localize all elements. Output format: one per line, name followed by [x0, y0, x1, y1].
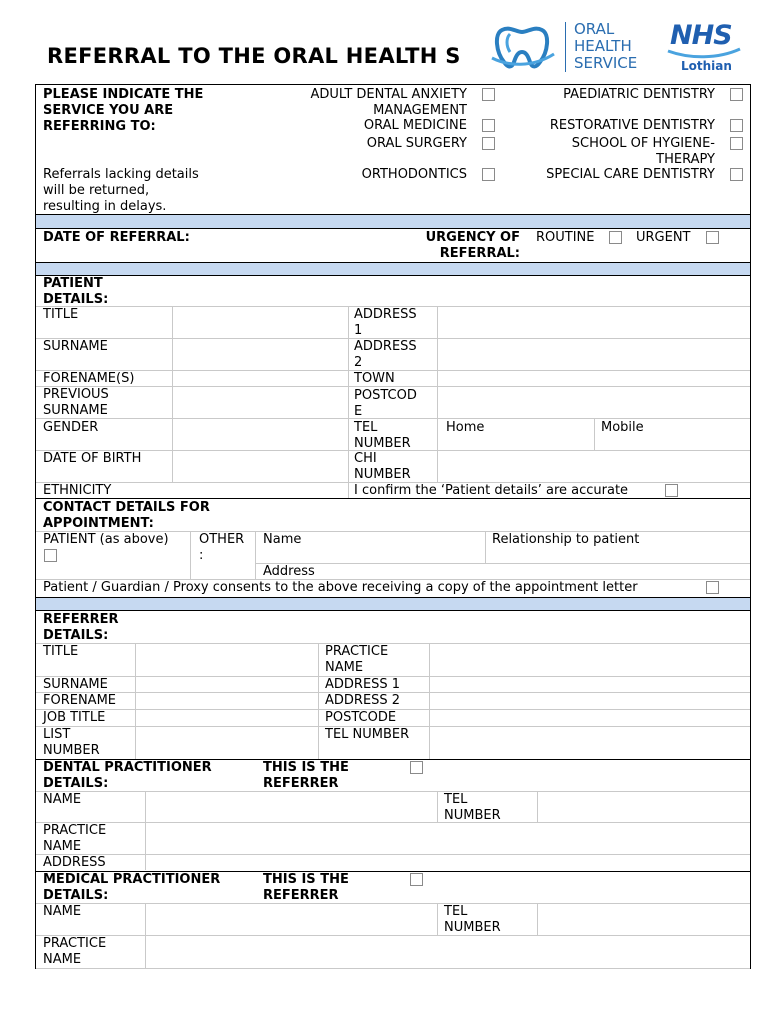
urgency-label: URGENCY OF REFERRAL:	[425, 230, 520, 261]
option-orthodontics: ORTHODONTICS	[361, 167, 467, 182]
dental-name-field[interactable]	[146, 792, 437, 822]
urgent-checkbox[interactable]	[706, 231, 719, 244]
referrer-practice-name-field[interactable]	[430, 644, 750, 676]
tooth-logo-icon	[488, 18, 560, 74]
page-title: REFERRAL TO THE ORAL HEALTH S	[47, 44, 461, 68]
referrer-title-field[interactable]	[136, 644, 318, 676]
confirm-patient-details-checkbox[interactable]	[665, 484, 678, 497]
dental-tel-field[interactable]	[538, 792, 750, 822]
dental-address-field[interactable]	[146, 855, 750, 870]
dental-name-label: NAME	[43, 792, 82, 807]
previous-surname-field[interactable]	[173, 387, 348, 418]
patient-as-above-label: PATIENT (as above)	[43, 532, 169, 547]
option-oral-medicine: ORAL MEDICINE	[363, 118, 467, 133]
referrer-address2-label: ADDRESS 2	[325, 693, 401, 708]
medical-name-field[interactable]	[146, 904, 437, 935]
referrer-forename-label: FORENAME	[43, 693, 117, 708]
patient-surname-label: SURNAME	[43, 339, 108, 354]
patient-forename-field[interactable]	[173, 371, 348, 386]
confirm-patient-details-label: I confirm the ‘Patient details’ are accurate	[354, 483, 629, 498]
medical-practice-name-label: PRACTICE NAME	[43, 936, 107, 967]
dental-address-label: ADDRESS	[43, 855, 106, 870]
medical-tel-label: TEL NUMBER	[444, 904, 501, 935]
nhs-logo: NHS	[670, 20, 732, 51]
patient-details-heading: PATIENT DETAILS:	[43, 276, 109, 307]
option-adult-dental-anxiety: ADULT DENTAL ANXIETY MANAGEMENT	[310, 87, 467, 118]
form-right-border	[750, 84, 751, 969]
referrer-address2-field[interactable]	[430, 693, 750, 709]
dental-is-referrer-checkbox[interactable]	[410, 761, 423, 774]
medical-tel-field[interactable]	[538, 904, 750, 935]
nhs-region: Lothian	[681, 59, 732, 73]
referrer-forename-field[interactable]	[136, 693, 318, 709]
medical-name-label: NAME	[43, 904, 82, 919]
town-field[interactable]	[438, 371, 750, 386]
dental-practice-name-label: PRACTICE NAME	[43, 823, 107, 854]
section-separator	[36, 214, 750, 229]
chi-number-label: CHI NUMBER	[354, 451, 411, 482]
patient-as-above-checkbox[interactable]	[44, 549, 57, 562]
contact-name-field[interactable]: Name	[263, 532, 302, 547]
medical-practice-name-field[interactable]	[146, 936, 750, 968]
special-care-dentistry-checkbox[interactable]	[730, 168, 743, 181]
orthodontics-checkbox[interactable]	[482, 168, 495, 181]
postcode-label: POSTCOD E	[354, 388, 417, 419]
option-oral-surgery: ORAL SURGERY	[366, 136, 467, 151]
dental-practitioner-heading: DENTAL PRACTITIONER DETAILS:	[43, 760, 212, 791]
school-of-hygiene-checkbox[interactable]	[730, 137, 743, 150]
medical-is-referrer-checkbox[interactable]	[410, 873, 423, 886]
patient-forename-label: FORENAME(S)	[43, 371, 135, 386]
medical-practitioner-heading: MEDICAL PRACTITIONER DETAILS:	[43, 872, 221, 903]
chi-number-field[interactable]	[438, 451, 750, 482]
home-tel-field[interactable]: Home	[446, 420, 485, 435]
referrer-list-number-field[interactable]	[136, 727, 318, 759]
adult-dental-anxiety-checkbox[interactable]	[482, 88, 495, 101]
patient-surname-field[interactable]	[173, 339, 348, 370]
paediatric-dentistry-checkbox[interactable]	[730, 88, 743, 101]
address1-field[interactable]	[438, 307, 750, 338]
referrer-tel-label: TEL NUMBER	[325, 727, 410, 742]
address1-label: ADDRESS 1	[354, 307, 417, 338]
urgent-label: URGENT	[636, 230, 691, 245]
option-paediatric-dentistry: PAEDIATRIC DENTISTRY	[563, 87, 715, 102]
consent-label: Patient / Guardian / Proxy consents to the above receiving a copy of the appointment letter	[43, 580, 638, 595]
referrer-details-heading: REFERRER DETAILS:	[43, 612, 119, 643]
oral-medicine-checkbox[interactable]	[482, 119, 495, 132]
gender-label: GENDER	[43, 420, 99, 435]
previous-surname-label: PREVIOUS SURNAME	[43, 387, 109, 418]
logo-divider	[565, 22, 566, 72]
referrer-tel-field[interactable]	[430, 727, 750, 759]
dental-tel-label: TEL NUMBER	[444, 792, 501, 823]
section-separator	[36, 262, 750, 276]
patient-title-label: TITLE	[43, 307, 79, 322]
date-of-referral-label: DATE OF REFERRAL:	[43, 230, 190, 245]
restorative-dentistry-checkbox[interactable]	[730, 119, 743, 132]
referrer-job-title-label: JOB TITLE	[43, 710, 106, 725]
nhs-swoosh-icon	[666, 47, 742, 59]
tel-number-label: TEL NUMBER	[354, 420, 411, 451]
dob-field[interactable]	[173, 451, 348, 482]
option-school-of-hygiene: SCHOOL OF HYGIENE- THERAPY	[571, 136, 715, 167]
town-label: TOWN	[354, 371, 395, 386]
mobile-tel-field[interactable]: Mobile	[601, 420, 644, 435]
other-label: OTHER :	[199, 532, 245, 563]
form-top-border	[35, 84, 751, 85]
service-note: Referrals lacking details will be returned, resulting in delays.	[43, 167, 199, 214]
option-restorative-dentistry: RESTORATIVE DENTISTRY	[549, 118, 715, 133]
service-prompt: PLEASE INDICATE THE SERVICE YOU ARE REFERRING TO:	[43, 87, 204, 134]
ethnicity-label: ETHNICITY	[43, 483, 112, 498]
oral-surgery-checkbox[interactable]	[482, 137, 495, 150]
consent-checkbox[interactable]	[706, 581, 719, 594]
dental-practice-name-field[interactable]	[146, 823, 750, 854]
referrer-title-label: TITLE	[43, 644, 79, 659]
referrer-surname-field[interactable]	[136, 677, 318, 692]
routine-checkbox[interactable]	[609, 231, 622, 244]
referrer-job-title-field[interactable]	[136, 710, 318, 726]
section-separator	[36, 597, 750, 611]
referrer-address1-label: ADDRESS 1	[325, 677, 401, 692]
referrer-postcode-field[interactable]	[430, 710, 750, 726]
referrer-list-number-label: LIST NUMBER	[43, 727, 100, 758]
postcode-field[interactable]	[438, 387, 750, 418]
patient-title-field[interactable]	[173, 307, 348, 338]
referrer-address1-field[interactable]	[430, 677, 750, 692]
referrer-surname-label: SURNAME	[43, 677, 108, 692]
option-special-care-dentistry: SPECIAL CARE DENTISTRY	[546, 167, 715, 182]
contact-address-field[interactable]: Address	[263, 564, 315, 579]
referrer-postcode-label: POSTCODE	[325, 710, 397, 725]
referrer-practice-name-label: PRACTICE NAME	[325, 644, 389, 675]
medical-is-referrer-label: THIS IS THE REFERRER	[263, 872, 349, 903]
address2-label: ADDRESS 2	[354, 339, 417, 370]
address2-field[interactable]	[438, 339, 750, 370]
ohs-logo-text: ORAL HEALTH SERVICE	[574, 20, 638, 72]
dob-label: DATE OF BIRTH	[43, 451, 142, 466]
routine-label: ROUTINE	[536, 230, 595, 245]
dental-is-referrer-label: THIS IS THE REFERRER	[263, 760, 349, 791]
contact-details-heading: CONTACT DETAILS FOR APPOINTMENT:	[43, 500, 210, 531]
gender-field[interactable]	[173, 419, 348, 450]
relationship-field[interactable]: Relationship to patient	[492, 532, 640, 547]
